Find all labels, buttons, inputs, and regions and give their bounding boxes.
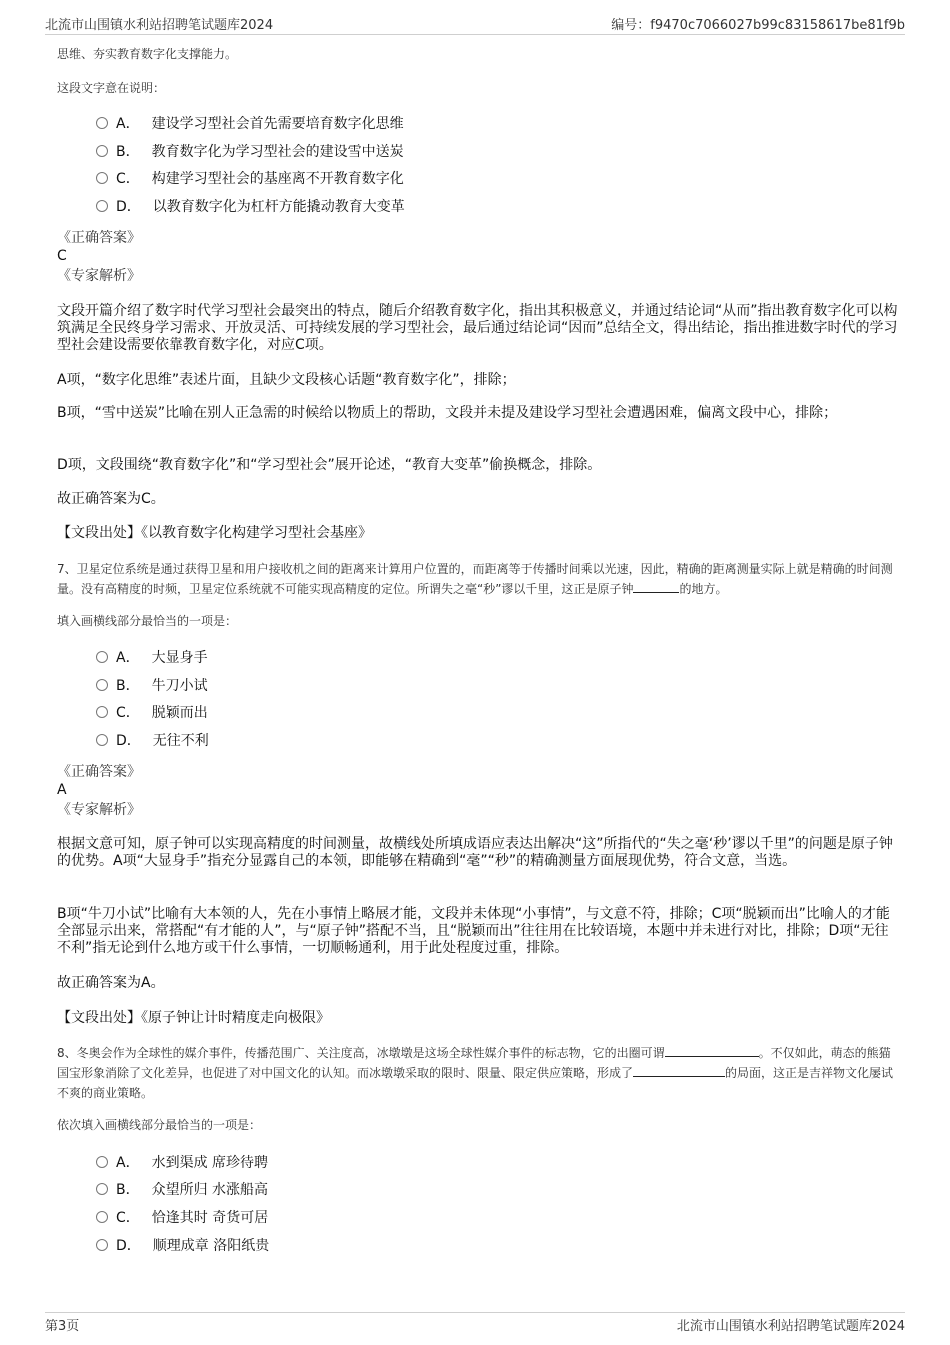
radio-icon[interactable] bbox=[96, 1239, 108, 1251]
q6-conclusion: 故正确答案为C。 bbox=[57, 491, 165, 507]
q8-option-d[interactable]: D． 顺理成章 洛阳纸贵 bbox=[96, 1236, 269, 1256]
q6-answer: C bbox=[57, 248, 67, 264]
page-footer bbox=[45, 1312, 905, 1335]
q7-analysis-p1: 根据文意可知，原子钟可以实现高精度的时间测量，故横线处所填成语应表达出解决“这”所指代的“失之毫‘秒’谬以千里”的问题是原子钟的优势。A项“大显身手”指充分显露自己的本领，即能够在精确到“毫”“秒”的精确测量方面展现优势，符合文意，当选。 bbox=[57, 836, 893, 869]
q6-option-d[interactable]: D． 以教育数字化为杠杆方能撬动教育大变革 bbox=[96, 197, 405, 217]
q6-analysis-p1: 文段开篇介绍了数字时代学习型社会最突出的特点，随后介绍教育数字化，指出其积极意义，并通过结论词“从而”指出教育数字化可以构筑满足全民终身学习需求、开放灵活、可持续发展的学习型社会，最后通过结论词“因而”总结全文，得出结论，指出推进数字时代的学习型社会建设需要依靠教育数字化，对应C项。 bbox=[57, 303, 898, 353]
q7-prompt: 填入画横线部分最恰当的一项是： bbox=[57, 614, 238, 628]
q6-source: 【文段出处】《以教育数字化构建学习型社会基座》 bbox=[57, 525, 372, 541]
q7-stem: 7、卫星定位系统是通过获得卫星和用户接收机之间的距离来计算用户位置的，而距离等于传播时间乘以光速，因此，精确的距离测量实际上就是精确的时间测量。没有高精度的时频，卫星定位系统就不可能实现高精度的定位。所谓失之毫“秒”谬以千里，这正是原子钟 的地方。 bbox=[57, 562, 893, 596]
q6-analysis-p2: A项，“数字化思维”表述片面，且缺少文段核心话题“教育数字化”，排除； bbox=[57, 372, 516, 388]
q8-prompt: 依次填入画横线部分最恰当的一项是： bbox=[57, 1118, 262, 1132]
q7-analysis-label: 《专家解析》 bbox=[57, 802, 141, 818]
radio-icon[interactable] bbox=[96, 734, 108, 746]
q8-blank-2 bbox=[633, 1064, 725, 1077]
q7-source: 【文段出处】《原子钟让计时精度走向极限》 bbox=[57, 1010, 330, 1026]
q8-option-a[interactable]: A． 水到渠成 席珍待聘 bbox=[96, 1153, 268, 1173]
radio-icon[interactable] bbox=[96, 651, 108, 663]
q6-stem-tail: 思维、夯实教育数字化支撑能力。 bbox=[57, 47, 238, 61]
q8-option-c[interactable]: C． 恰逢其时 奇货可居 bbox=[96, 1208, 268, 1228]
q8-stem: 8、冬奥会作为全球性的媒介事件，传播范围广、关注度高，冰墩墩是这场全球性媒介事件的标志物，它的出圈可谓 。不仅如此，萌态的熊猫国宝形象消除了文化差异，也促进了对中国文化的认知。而冰墩墩采取的限时、限量、限定供应策略，形成了 的局面，这正是吉祥物文化屡试不爽的商业策略。 bbox=[57, 1046, 894, 1100]
page-number: 第3页 bbox=[45, 1319, 80, 1334]
q6-prompt: 这段文字意在说明： bbox=[57, 81, 166, 95]
q7-option-a[interactable]: A． 大显身手 bbox=[96, 648, 208, 668]
q6-analysis-p3: B项，“雪中送炭”比喻在别人正急需的时候给以物质上的帮助，文段并未提及建设学习型社会遭遇困难，偏离文段中心，排除； bbox=[57, 405, 838, 421]
footer-title: 北流市山围镇水利站招聘笔试题库2024 bbox=[676, 1319, 905, 1334]
q6-option-a[interactable]: A． 建设学习型社会首先需要培育数字化思维 bbox=[96, 114, 404, 134]
radio-icon[interactable] bbox=[96, 679, 108, 691]
header-id: 编号：f9470c7066027b99c83158617be81f9b bbox=[611, 18, 905, 33]
radio-icon[interactable] bbox=[96, 200, 108, 212]
q7-analysis-p2: B项“牛刀小试”比喻有大本领的人，先在小事情上略展才能，文段并未体现“小事情”，与文意不符，排除；C项“脱颖而出”比喻人的才能全部显示出来，常搭配“有才能的人”，与“原子钟”搭配不当，且“脱颖而出”往往用在比较语境，本题中并未进行对比，排除；D项“无往不利”指无论到什么地方或干什么事情，一切顺畅通利，用于此处程度过重，排除。 bbox=[57, 906, 890, 956]
q8-blank-1 bbox=[665, 1044, 759, 1057]
radio-icon[interactable] bbox=[96, 1183, 108, 1195]
q7-blank bbox=[633, 580, 679, 593]
radio-icon[interactable] bbox=[96, 1211, 108, 1223]
q8-option-b[interactable]: B． 众望所归 水涨船高 bbox=[96, 1180, 268, 1200]
radio-icon[interactable] bbox=[96, 706, 108, 718]
q7-answer: A bbox=[57, 782, 67, 798]
q6-analysis-p4: D项，文段围绕“教育数字化”和“学习型社会”展开论述，“教育大变革”偷换概念，排除。 bbox=[57, 457, 602, 473]
radio-icon[interactable] bbox=[96, 1156, 108, 1168]
q7-option-b[interactable]: B． 牛刀小试 bbox=[96, 676, 208, 696]
q7-option-d[interactable]: D． 无往不利 bbox=[96, 731, 209, 751]
header-title: 北流市山围镇水利站招聘笔试题库2024 bbox=[45, 18, 274, 33]
radio-icon[interactable] bbox=[96, 117, 108, 129]
q6-analysis-label: 《专家解析》 bbox=[57, 268, 141, 284]
page-header bbox=[45, 14, 905, 35]
radio-icon[interactable] bbox=[96, 172, 108, 184]
radio-icon[interactable] bbox=[96, 145, 108, 157]
q7-option-c[interactable]: C． 脱颖而出 bbox=[96, 703, 208, 723]
q6-option-c[interactable]: C． 构建学习型社会的基座离不开教育数字化 bbox=[96, 169, 404, 189]
q7-answer-label: 《正确答案》 bbox=[57, 764, 141, 780]
q6-option-b[interactable]: B． 教育数字化为学习型社会的建设雪中送炭 bbox=[96, 142, 404, 162]
q7-conclusion: 故正确答案为A。 bbox=[57, 975, 165, 991]
q6-answer-label: 《正确答案》 bbox=[57, 230, 141, 246]
